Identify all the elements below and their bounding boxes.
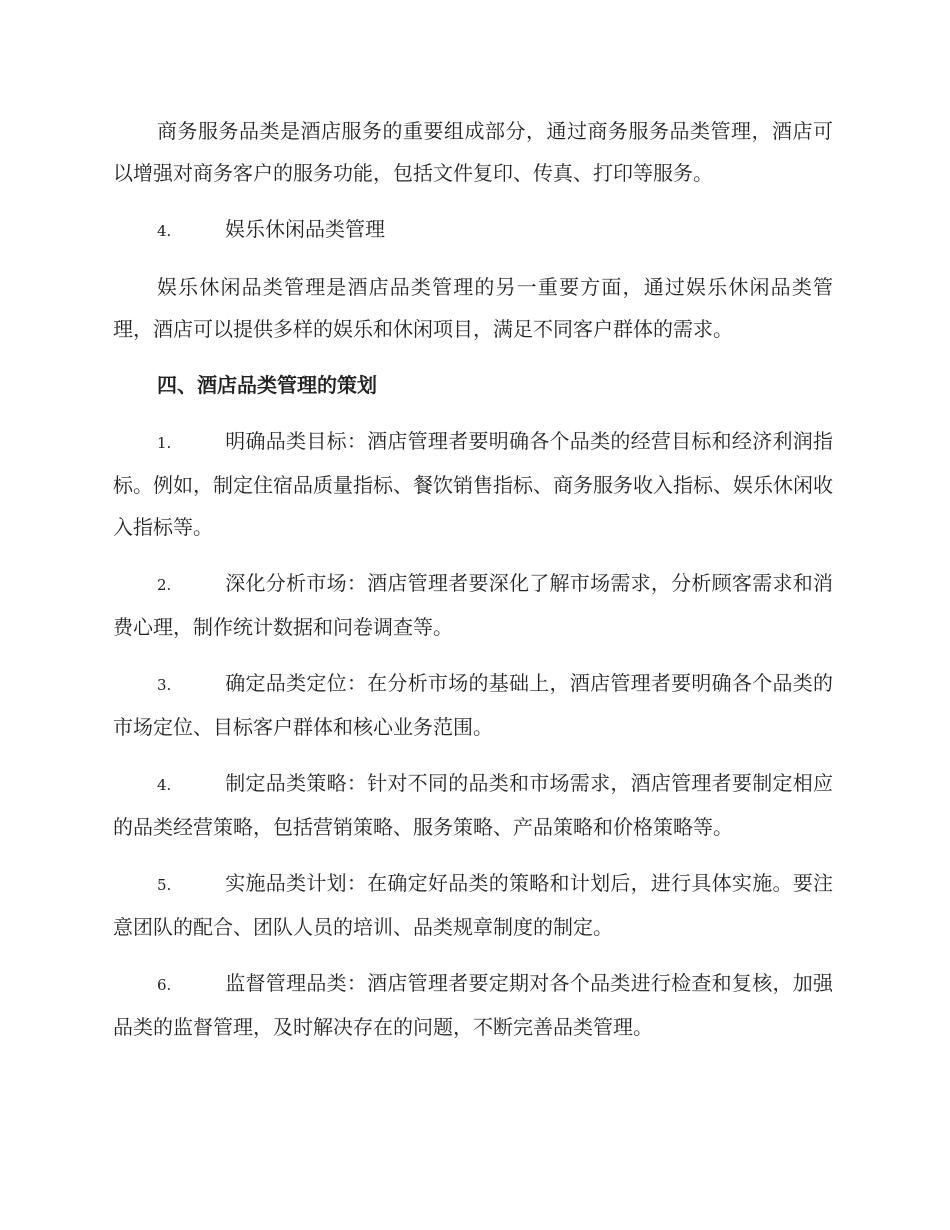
list-item-planning-6 bbox=[113, 962, 833, 1048]
list-number: 2. bbox=[157, 576, 172, 594]
list-number: 5. bbox=[157, 876, 172, 894]
list-number: 4. bbox=[157, 776, 172, 794]
list-text: 确定品类定位：在分析市场的基础上，酒店管理者要明确各个品类的市场定位、目标客户群体和核心业务范围。 bbox=[113, 671, 833, 739]
list-text: 制定品类策略：针对不同的品类和市场需求，酒店管理者要制定相应的品类经营策略，包括营销策略、服务策略、产品策略和价格策略等。 bbox=[113, 771, 833, 839]
list-number: 3. bbox=[157, 676, 172, 694]
list-number: 4. bbox=[157, 222, 172, 240]
list-item-entertainment-management bbox=[113, 208, 833, 252]
list-text: 深化分析市场：酒店管理者要深化了解市场需求，分析顾客需求和消费心理，制作统计数据和问卷调查等。 bbox=[113, 571, 833, 639]
list-item-planning-2 bbox=[113, 562, 833, 648]
list-item-planning-3 bbox=[113, 662, 833, 748]
paragraph-business-services: 商务服务品类是酒店服务的重要组成部分，通过商务服务品类管理，酒店可以增强对商务客户的服务功能，包括文件复印、传真、打印等服务。 bbox=[113, 119, 833, 185]
list-text: 监督管理品类：酒店管理者要定期对各个品类进行检查和复核，加强品类的监督管理，及时解决存在的问题，不断完善品类管理。 bbox=[113, 971, 833, 1039]
list-text: 实施品类计划：在确定好品类的策略和计划后，进行具体实施。要注意团队的配合、团队人员的培训、品类规章制度的制定。 bbox=[113, 871, 833, 939]
list-number: 6. bbox=[157, 976, 172, 994]
list-item-planning-5 bbox=[113, 862, 833, 948]
list-number: 1. bbox=[157, 434, 172, 452]
list-text: 娱乐休闲品类管理 bbox=[225, 217, 385, 241]
list-item-planning-1 bbox=[113, 420, 833, 548]
section-heading: 四、酒店品类管理的策划 bbox=[157, 373, 377, 397]
paragraph-entertainment: 娱乐休闲品类管理是酒店品类管理的另一重要方面，通过娱乐休闲品类管理，酒店可以提供多样的娱乐和休闲项目，满足不同客户群体的需求。 bbox=[113, 275, 833, 341]
document-body bbox=[113, 110, 833, 1062]
list-item-planning-4 bbox=[113, 762, 833, 848]
list-text: 明确品类目标：酒店管理者要明确各个品类的经营目标和经济利润指标。例如，制定住宿品质量指标、餐饮销售指标、商务服务收入指标、娱乐休闲收入指标等。 bbox=[113, 429, 833, 539]
